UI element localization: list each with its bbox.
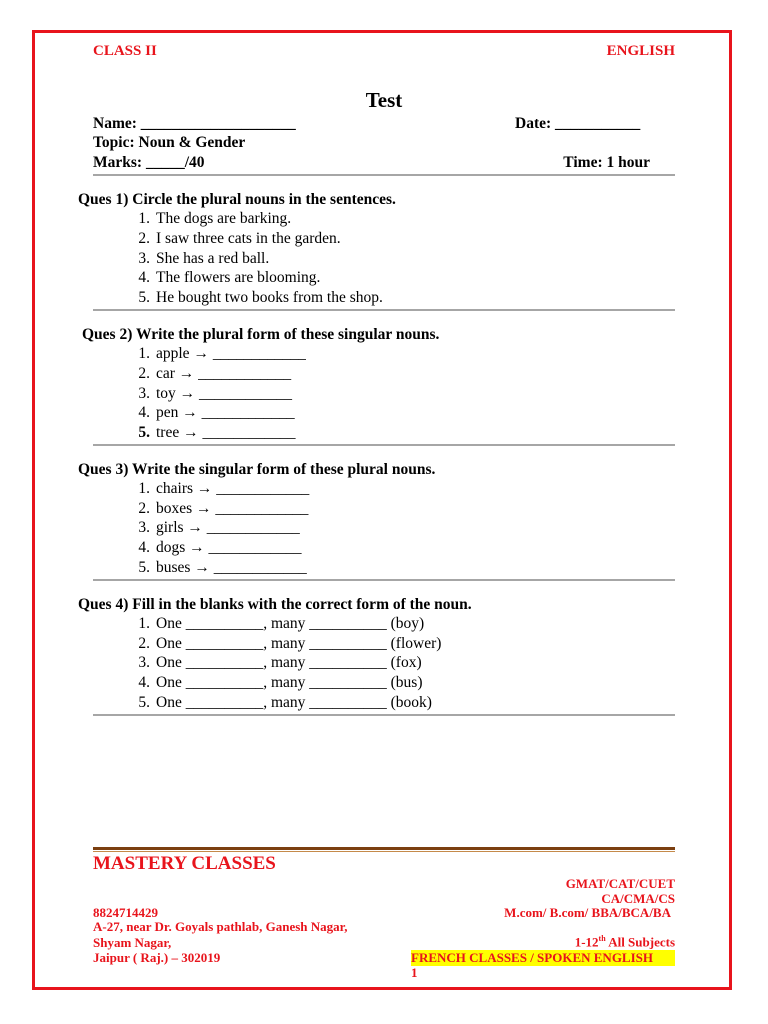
list-item [128,480,309,498]
item-text: chairs → ____________ [156,480,310,497]
item-text: toy → ____________ [156,385,293,402]
subjects-suffix: All Subjects [605,934,675,950]
topic-line: Topic: Noun & Gender [93,134,246,151]
item-number: 1. [138,615,150,632]
list-item [128,615,424,633]
phone-number: 8824714429 [93,905,158,920]
item-number: 3. [138,385,150,402]
item-number: 5. [138,559,150,576]
list-item [128,210,291,228]
french-classes-banner: FRENCH CLASSES / SPOKEN ENGLISH [411,950,675,966]
courses-line-3: M.com/ B.com/ BBA/BCA/BA [504,905,671,920]
list-item [128,654,422,672]
time-label: Time: 1 hour [563,154,650,171]
footer-rule [93,847,675,850]
item-text: The dogs are barking. [156,210,292,227]
subjects-prefix: 1-12 [574,934,599,950]
brand-name: MASTERY CLASSES [93,853,276,874]
list-item [128,519,300,537]
question-4-title: Ques 4) Fill in the blanks with the correct form of the noun. [78,596,472,613]
list-item [128,230,341,248]
item-text: buses → ____________ [156,559,307,576]
list-item [128,674,423,692]
date-field: Date: ___________ [515,115,641,132]
list-item [128,424,295,442]
item-text: One __________, many __________ (boy) [156,615,425,632]
courses-line-1: GMAT/CAT/CUET [565,876,675,891]
item-number: 2. [138,230,150,247]
list-item [128,365,291,383]
item-text: girls → ____________ [156,519,300,536]
list-item [128,404,295,422]
subject-label: ENGLISH [606,43,675,59]
name-field: Name: ____________________ [93,115,296,132]
item-number: 2. [138,365,150,382]
item-number: 5. [138,424,150,441]
item-text: apple → ____________ [156,345,306,362]
item-number: 5. [138,694,150,711]
item-number: 2. [138,500,150,517]
question-2-title: Ques 2) Write the plural form of these singular nouns. [82,326,440,343]
divider [93,309,675,311]
item-text: One __________, many __________ (bus) [156,674,423,691]
item-text: One __________, many __________ (book) [156,694,432,711]
list-item [128,385,292,403]
item-text: tree → ____________ [156,424,296,441]
list-item [128,289,383,307]
subjects-sup: th [598,934,606,943]
list-item [128,694,432,712]
item-text: boxes → ____________ [156,500,309,517]
class-label: CLASS II [93,43,157,59]
page-title: Test [365,88,403,112]
item-number: 1. [138,210,150,227]
item-number: 4. [138,404,150,421]
item-number: 4. [138,674,150,691]
item-number: 2. [138,635,150,652]
item-number: 3. [138,519,150,536]
item-text: I saw three cats in the garden. [156,230,341,247]
list-item [128,539,302,557]
address-line-2: Shyam Nagar, [93,935,172,950]
list-item [128,635,441,653]
item-text: pen → ____________ [156,404,295,421]
subjects-line [575,934,675,950]
item-text: dogs → ____________ [156,539,302,556]
divider [93,714,675,716]
item-text: car → ____________ [156,365,292,382]
item-number: 3. [138,654,150,671]
item-number: 4. [138,539,150,556]
list-item [128,345,306,363]
item-text: The flowers are blooming. [156,269,321,286]
list-item [128,559,307,577]
item-number: 4. [138,269,150,286]
courses-line-2: CA/CMA/CS [601,891,675,906]
item-number: 1. [138,345,150,362]
divider [93,174,675,176]
divider [93,579,675,581]
item-number: 5. [138,289,150,306]
item-text: He bought two books from the shop. [156,289,383,306]
page-number: 1 [411,965,418,980]
item-number: 3. [138,250,150,267]
item-text: She has a red ball. [156,250,270,267]
marks-field: Marks: _____/40 [93,154,205,171]
list-item [128,250,269,268]
list-item [128,500,308,518]
item-text: One __________, many __________ (flower) [156,635,442,652]
item-text: One __________, many __________ (fox) [156,654,422,671]
item-number: 1. [138,480,150,497]
list-item [128,269,320,287]
address-line-1: A-27, near Dr. Goyals pathlab, Ganesh Nagar, [93,919,348,934]
divider [93,444,675,446]
footer-rule-thin [93,851,675,852]
question-3-title: Ques 3) Write the singular form of these plural nouns. [78,461,436,478]
address-line-3: Jaipur ( Raj.) – 302019 [93,950,221,965]
question-1-title: Ques 1) Circle the plural nouns in the sentences. [78,191,396,208]
